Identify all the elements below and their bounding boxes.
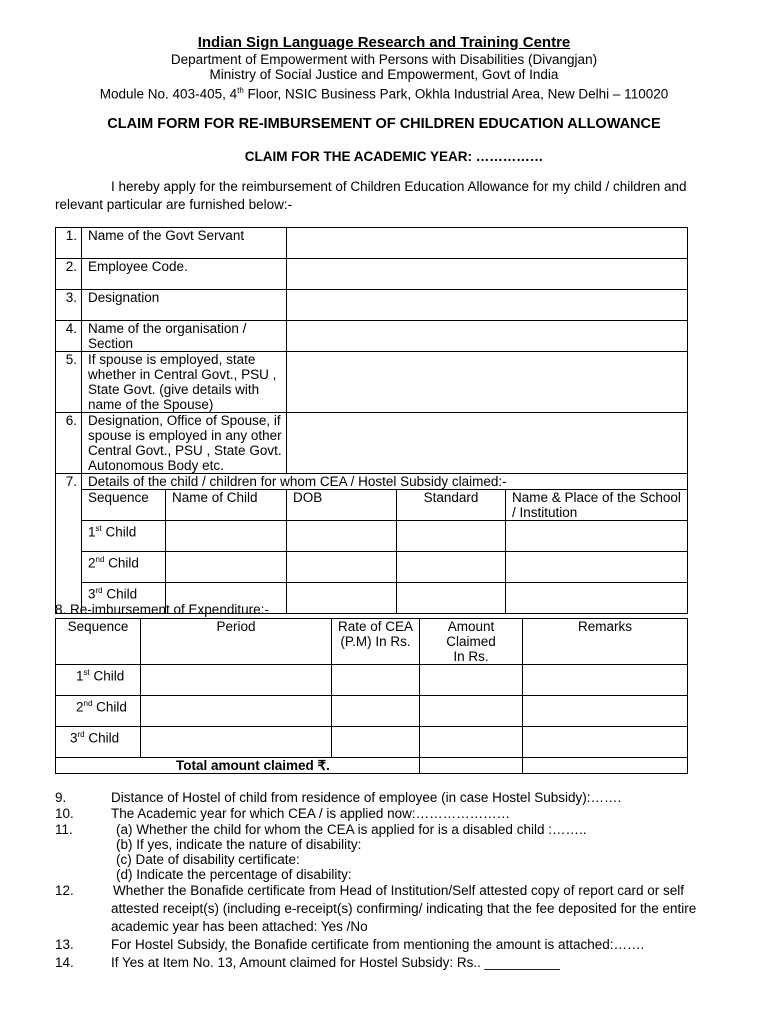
- child-standard-field[interactable]: [397, 583, 506, 614]
- col-remarks: Remarks: [523, 619, 688, 665]
- rate-field[interactable]: [332, 696, 420, 727]
- period-field[interactable]: [141, 727, 332, 758]
- rate-field[interactable]: [332, 665, 420, 696]
- child-school-field[interactable]: [506, 552, 688, 583]
- period-field[interactable]: [141, 696, 332, 727]
- child-name-field[interactable]: [166, 552, 287, 583]
- field-label: Employee Code.: [82, 259, 287, 290]
- employee-details-table: [55, 227, 688, 614]
- item-text: (b) If yes, indicate the nature of disability:: [116, 837, 362, 852]
- table-row: 1. Name of the Govt Servant: [56, 228, 688, 259]
- col-school: Name & Place of the School / Institution: [506, 490, 688, 521]
- employee-code-field[interactable]: [287, 259, 688, 290]
- col-dob: DOB: [287, 490, 397, 521]
- total-row: [56, 758, 688, 774]
- remarks-field[interactable]: [523, 727, 688, 758]
- item-text: Whether the Bonafide certificate from Head of Institution/Self attested copy of report card or self: [113, 883, 685, 898]
- total-amount-field[interactable]: [420, 758, 523, 774]
- row-sequence: 2nd Child: [56, 696, 141, 727]
- col-period: Period: [141, 619, 332, 665]
- academic-year-line: CLAIM FOR THE ACADEMIC YEAR: ……………: [244, 149, 544, 164]
- govt-servant-name-field[interactable]: [287, 228, 688, 259]
- table-row: [56, 665, 688, 696]
- dept-line: Department of Empowerment with Persons with Disabilities (Divangjan): [170, 52, 598, 67]
- child-sequence: 3rd Child: [82, 583, 166, 614]
- col-amount: Amount Claimed In Rs.: [420, 619, 523, 665]
- item-no: 11.: [55, 822, 73, 837]
- field-label: Designation: [82, 290, 287, 321]
- col-standard: Standard: [397, 490, 506, 521]
- total-label: Total amount claimed ₹.: [56, 758, 420, 774]
- child-dob-field[interactable]: [287, 583, 397, 614]
- item-text: For Hostel Subsidy, the Bonafide certificate from mentioning the amount is attached:…….: [111, 937, 645, 952]
- rate-field[interactable]: [332, 727, 420, 758]
- ministry-line: Ministry of Social Justice and Empowerment, Govt of India: [209, 67, 559, 82]
- item-text: If Yes at Item No. 13, Amount claimed for Hostel Subsidy: Rs.. __________: [111, 955, 560, 970]
- item-no: 14.: [55, 955, 74, 970]
- item-text: (d) Indicate the percentage of disability:: [116, 867, 352, 882]
- intro-line-2: relevant particular are furnished below:-: [55, 197, 293, 212]
- child-row: [56, 521, 688, 552]
- table-row: 5. If spouse is employed, state whether in Central Govt., PSU , State Govt. (give details with name of the Spouse): [56, 352, 688, 413]
- reimbursement-caption: 8. Re-imbursement of Expenditure:-: [55, 602, 269, 617]
- field-label: If spouse is employed, state whether in Central Govt., PSU , State Govt. (give details with name of the Spouse): [82, 352, 287, 413]
- child-sequence: 2nd Child: [82, 552, 166, 583]
- col-sequence: Sequence: [82, 490, 166, 521]
- col-rate: Rate of CEA (P.M) In Rs.: [332, 619, 420, 665]
- field-label: Designation, Office of Spouse, if spouse is employed in any other Central Govt., PSU , State Govt. Autonomous Body etc.: [82, 413, 287, 474]
- address-line: Module No. 403-405, 4th Floor, NSIC Business Park, Okhla Industrial Area, New Delhi – 110020: [99, 86, 669, 102]
- remarks-field[interactable]: [523, 665, 688, 696]
- intro-line-1: I hereby apply for the reimbursement of Children Education Allowance for my child / children and: [111, 179, 687, 194]
- child-school-field[interactable]: [506, 521, 688, 552]
- child-standard-field[interactable]: [397, 552, 506, 583]
- item-text: The Academic year for which CEA / is applied now:…………………: [111, 806, 511, 821]
- item-no: 10.: [55, 806, 74, 821]
- designation-field[interactable]: [287, 290, 688, 321]
- spouse-employment-field[interactable]: [287, 352, 688, 413]
- row-sequence: 1st Child: [56, 665, 141, 696]
- remarks-field[interactable]: [523, 696, 688, 727]
- row-sequence: 3rd Child: [56, 727, 141, 758]
- item-text: (c) Date of disability certificate:: [116, 852, 300, 867]
- item-no: 13.: [55, 937, 74, 952]
- field-label: Name of the organisation / Section: [82, 321, 287, 352]
- field-label: Name of the Govt Servant: [82, 228, 287, 259]
- total-remarks-field[interactable]: [523, 758, 688, 774]
- table-row: 4. Name of the organisation / Section: [56, 321, 688, 352]
- table-row: [56, 727, 688, 758]
- organisation-field[interactable]: [287, 321, 688, 352]
- item-text: (a) Whether the child for whom the CEA is applied for is a disabled child :……..: [116, 822, 587, 837]
- item-text: attested receipt(s) (including e-receipt(s) confirming/ indicating that the fee deposited for the entire: [111, 901, 697, 916]
- item-no: 12.: [55, 883, 74, 898]
- form-title: CLAIM FORM FOR RE-IMBURSEMENT OF CHILDREN EDUCATION ALLOWANCE: [107, 116, 661, 132]
- child-standard-field[interactable]: [397, 521, 506, 552]
- table-row: 6. Designation, Office of Spouse, if spouse is employed in any other Central Govt., PSU , State Govt. Autonomous Body etc.: [56, 413, 688, 474]
- table-row: 7. Details of the child / children for whom CEA / Hostel Subsidy claimed:-: [56, 474, 688, 490]
- item-no: 9.: [55, 790, 67, 805]
- reimbursement-table: [55, 618, 688, 774]
- table-row: 3. Designation: [56, 290, 688, 321]
- table-row: [56, 696, 688, 727]
- child-details-label: Details of the child / children for whom CEA / Hostel Subsidy claimed:-: [82, 474, 688, 490]
- item-text: Distance of Hostel of child from residence of employee (in case Hostel Subsidy):…….: [111, 790, 622, 805]
- reimbursement-header-row: [56, 619, 688, 665]
- child-sequence: 1st Child: [82, 521, 166, 552]
- child-header-row: [56, 490, 688, 521]
- col-sequence: Sequence: [56, 619, 141, 665]
- child-row: [56, 552, 688, 583]
- amount-field[interactable]: [420, 665, 523, 696]
- child-name-field[interactable]: [166, 521, 287, 552]
- period-field[interactable]: [141, 665, 332, 696]
- spouse-designation-field[interactable]: [287, 413, 688, 474]
- org-title: Indian Sign Language Research and Training Centre: [197, 34, 571, 51]
- table-row: 2. Employee Code.: [56, 259, 688, 290]
- child-dob-field[interactable]: [287, 521, 397, 552]
- amount-field[interactable]: [420, 696, 523, 727]
- item-text: academic year has been attached: Yes /No: [111, 919, 368, 934]
- amount-field[interactable]: [420, 727, 523, 758]
- child-dob-field[interactable]: [287, 552, 397, 583]
- child-school-field[interactable]: [506, 583, 688, 614]
- col-child-name: Name of Child: [166, 490, 287, 521]
